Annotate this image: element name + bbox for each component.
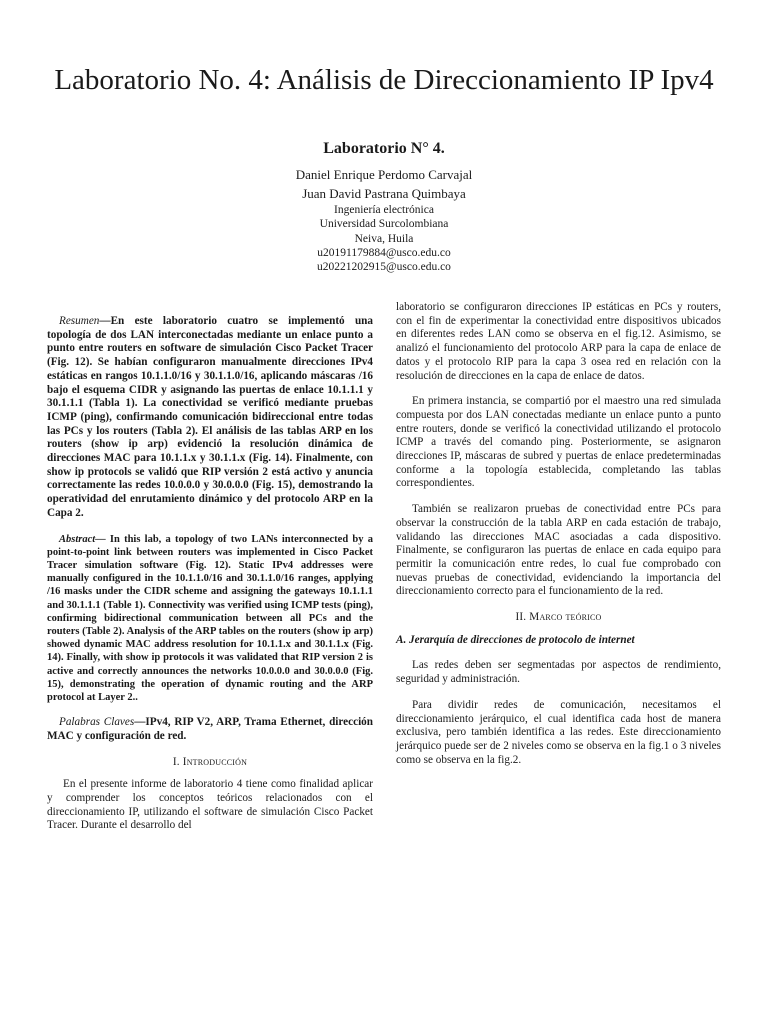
affiliation-university: Universidad Surcolombiana bbox=[319, 218, 449, 231]
body-paragraph: laboratorio se configuraron direcciones IP estáticas en PCs y routers, con el fin de experimentar la conectividad entre dispositivos ubicados en diferentes redes LAN como se observa en el fig.12. Asimismo, se analizó el funcionamiento del protocolo ARP para la capa de enlace de datos y el protocolo RIP para la capa 3 osea red en relación con la resolución de direcciones en la capa de enlace de datos. bbox=[396, 301, 721, 382]
section-heading-marco-teorico: II. Marco teórico bbox=[515, 611, 602, 624]
affiliation-department: Ingeniería electrónica bbox=[334, 204, 434, 216]
abstract-label: Abstract bbox=[59, 533, 96, 545]
abstract-text: — In this lab, a topology of two LANs interconnected by a point-to-point link between routers was implemented in Cisco Packet Tracer simulation software (Fig. 12). Static IPv4 addresses were manually configured in the 10.1.1.0/16 and 30.1.1.0/16 ranges, applying /16 masks under the CIDR scheme and assigning the gateways 10.1.1.1 and 30.1.1.1 (Table 1). Connectivity was verified using ICMP tests (ping), confirming bidirectional communication between all PCs and the routers (Table 2). Analysis of the ARP tables on the routers (show ip arp) showed dynamic MAC address resolution for 10.1.1.x and 30.1.1.x (Fig. 14). Finally, with show ip protocols it was validated that RIP version 2 is active and correctly announces the networks 10.0.0.0 and 30.0.0.0 (Fig. 15), demonstrating the operation of dynamic routing and the ARP protocol at Layer 2.. bbox=[47, 533, 373, 703]
left-column bbox=[47, 315, 373, 833]
resumen-text: —En este laboratorio cuatro se implementó una topología de dos LAN interconectadas mediante un enlace punto a punto entre routers en software de simulación Cisco Packet Tracer (Fig. 12). Se habían configuraron manualmente direcciones IPv4 estáticas en rangos 10.1.1.0/16 y 30.1.1.0/16, aplicando máscaras /16 bajo el esquema CIDR y asignando las puertas de enlace 10.1.1.1 y 30.1.1.1 (Tabla 1). La conectividad se verificó mediante pruebas ICMP (ping), confirmando comunicación bidireccional entre todas las PCs y los routers (Tabla 2). El análisis de las tablas ARP en los routers (show ip arp) evidenció la resolución dinámica de direcciones MAC para 10.1.1.x y 30.1.1.x (Fig. 14). Finalmente, con show ip protocols se validó que RIP versión 2 está activo y anuncia correctamente las redes 10.0.0.0 y 30.0.0.0 (Fig. 15), demostrando la operatividad del enrutamiento dinámico y del protocolo ARP en la Capa 2. bbox=[47, 315, 373, 519]
keywords-paragraph bbox=[47, 716, 373, 743]
resumen-label: Resumen bbox=[59, 315, 100, 327]
author-list bbox=[0, 165, 768, 203]
body-paragraph: Las redes deben ser segmentadas por aspectos de rendimiento, seguridad y administración. bbox=[396, 659, 721, 686]
affiliation-block bbox=[0, 203, 768, 274]
paper-title: Laboratorio No. 4: Análisis de Direccionamiento IP Ipv4 bbox=[54, 64, 714, 96]
body-paragraph: Para dividir redes de comunicación, necesitamos el direccionamiento jerárquico, el cual identifica cada host de manera exclusiva, pero también identifica a las redes. Este direccionamiento jerárquico puede ser de 2 niveles como se observa en la fig.1 o 3 niveles como se observa en la fig.2. bbox=[396, 698, 721, 766]
subsection-heading: A. Jerarquía de direcciones de protocolo de internet bbox=[396, 633, 635, 646]
right-column bbox=[396, 301, 721, 767]
author-name: Juan David Pastrana Quimbaya bbox=[302, 186, 466, 201]
resumen-paragraph bbox=[47, 315, 373, 521]
keywords-label: Palabras Claves bbox=[59, 716, 135, 729]
paper-subtitle: Laboratorio N° 4. bbox=[323, 140, 445, 157]
abstract-paragraph bbox=[47, 533, 373, 705]
keywords-text: —IPv4, RIP V2, ARP, Trama Ethernet, dirección MAC y configuración de red. bbox=[47, 716, 373, 742]
author-name: Daniel Enrique Perdomo Carvajal bbox=[295, 167, 473, 182]
section-heading-introduction: I. Introducción bbox=[172, 755, 248, 768]
body-paragraph: En primera instancia, se compartió por el maestro una red simulada compuesta por dos LAN conectadas mediante un enlace punto a punto entre routers, donde se verificó la conectividad utilizando el protocolo ICMP a través del comando ping. Posteriormente, se asignaron direcciones IP, máscaras de subred y puertas de enlace predeterminadas conforme a la topología establecida, completando las tablas correspondientes. bbox=[396, 395, 721, 490]
intro-paragraph: En el presente informe de laboratorio 4 tiene como finalidad aplicar y comprender los conceptos teóricos relacionados con el direccionamiento IP, utilizando el software de simulación Cisco Packet Tracer. Durante el desarrollo del bbox=[47, 778, 373, 832]
body-paragraph: También se realizaron pruebas de conectividad entre PCs para observar la construcción de la tabla ARP en cada estación de trabajo, validando las direcciones MAC asociadas a cada dispositivo. Finalmente, se configuraron las puertas de enlace en cada equipo para permitir la comunicación entre redes, lo cual fue comprobado con nuevas pruebas de conectividad, evidenciando la importancia del direccionamiento correcto para el funcionamiento de la red. bbox=[396, 503, 721, 598]
affiliation-city: Neiva, Huila bbox=[354, 232, 414, 245]
author-email: u20191179884@usco.edu.co bbox=[317, 246, 451, 259]
author-email: u20221202915@usco.edu.co bbox=[317, 261, 451, 274]
